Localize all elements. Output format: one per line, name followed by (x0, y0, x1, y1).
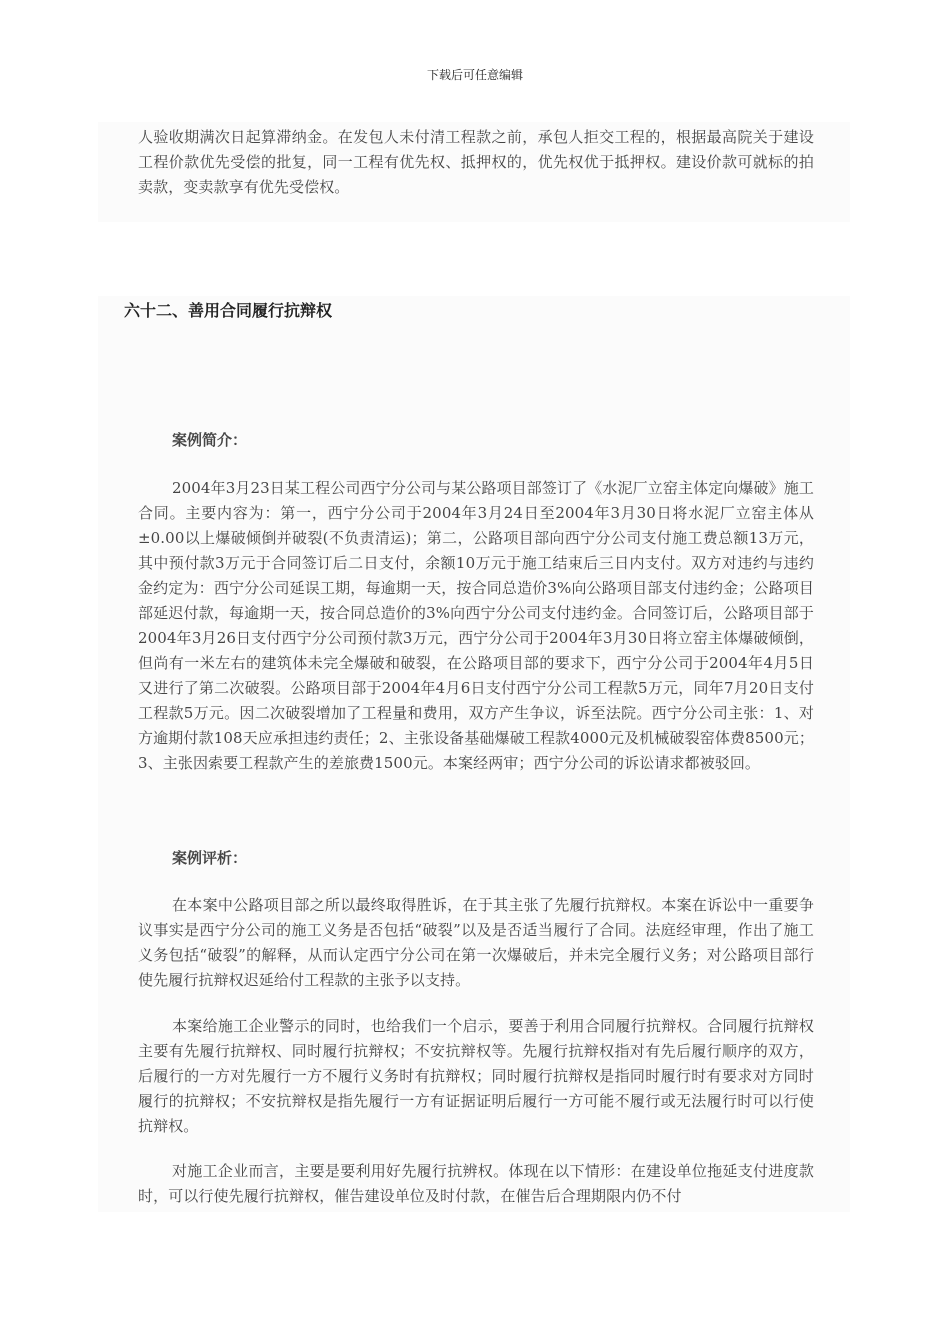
section-title: 六十二、善用合同履行抗辩权 (124, 301, 333, 320)
case-analysis-paragraph-3: 对施工企业而言，主要是要利用好先履行抗辨权。体现在以下情形：在建设单位拖延支付进度款时，可以行使先履行抗辩权，催告建设单位及时付款，在催告后合理期限内仍不付 (138, 1162, 814, 1205)
case-intro-paragraph: 2004年3月23日某工程公司西宁分公司与某公路项目部签订了《水泥厂立窑主体定向爆破》施工合同。主要内容为：第一，西宁分公司于2004年3月24日至2004年3月30日将水泥厂立窑主体从±0.00以上爆破倾倒并破裂(不负责清运)；第二，公路项目部向西宁分公司支付施工费总额13万元，其中预付款3万元于合同签订后二日支付，余额10万元于施工结束后三日内支付。双方对违约与违约金约定为：西宁分公司延误工期，每逾期一天，按合同总造价3%向公路项目部支付违约金；公路项目部延迟付款，每逾期一天，按合同总造价的3%向西宁分公司支付违约金。合同签订后，公路项目部于2004年3月26日支付西宁分公司预付款3万元，西宁分公司于2004年3月30日将立窑主体爆破倾倒，但尚有一米左右的建筑体未完全爆破和破裂，在公路项目部的要求下，西宁分公司于2004年4月5日又进行了第二次破裂。公路项目部于2004年4月6日支付西宁分公司工程款5万元，同年7月20日支付工程款5万元。因二次破裂增加了工程量和费用，双方产生争议，诉至法院。西宁分公司主张：1、对方逾期付款108天应承担违约责任；2、主张设备基础爆破工程款4000元及机械破裂窑体费8500元；3、主张因索要工程款产生的差旅费1500元。本案经两审；西宁分公司的诉讼请求都被驳回。 (138, 479, 814, 772)
case-analysis-paragraph-1: 在本案中公路项目部之所以最终取得胜诉，在于其主张了先履行抗辩权。本案在诉讼中一重要争议事实是西宁分公司的施工义务是否包括“破裂”以及是否适当履行了合同。法庭经审理，作出了施工义务包括“破裂”的解释，从而认定西宁分公司在第一次爆破后，并未完全履行义务；对公路项目部行使先履行抗辩权迟延给付工程款的主张予以支持。 (138, 896, 814, 989)
page-header: 下载后可任意编辑 (426, 68, 523, 82)
case-analysis-paragraph-2: 本案给施工企业警示的同时，也给我们一个启示，要善于利用合同履行抗辩权。合同履行抗辩权主要有先履行抗辩权、同时履行抗辩权；不安抗辩权等。先履行抗辩权指对有先后履行顺序的双方，后履行的一方对先履行一方不履行义务时有抗辩权；同时履行抗辩权是指同时履行时有要求对方同时履行的抗辩权；不安抗辩权是指先履行一方有证据证明后履行一方可能不履行或无法履行时可以行使抗辩权。 (138, 1017, 814, 1135)
top-paragraph: 人验收期满次日起算滞纳金。在发包人未付清工程款之前，承包人拒交工程的，根据最高院关于建设工程价款优先受偿的批复，同一工程有优先权、抵押权的，优先权优于抵押权。建设价款可就标的拍卖款，变卖款享有优先受偿权。 (138, 128, 814, 196)
case-intro-heading: 案例简介： (172, 431, 248, 449)
case-analysis-heading: 案例评析： (172, 849, 248, 867)
